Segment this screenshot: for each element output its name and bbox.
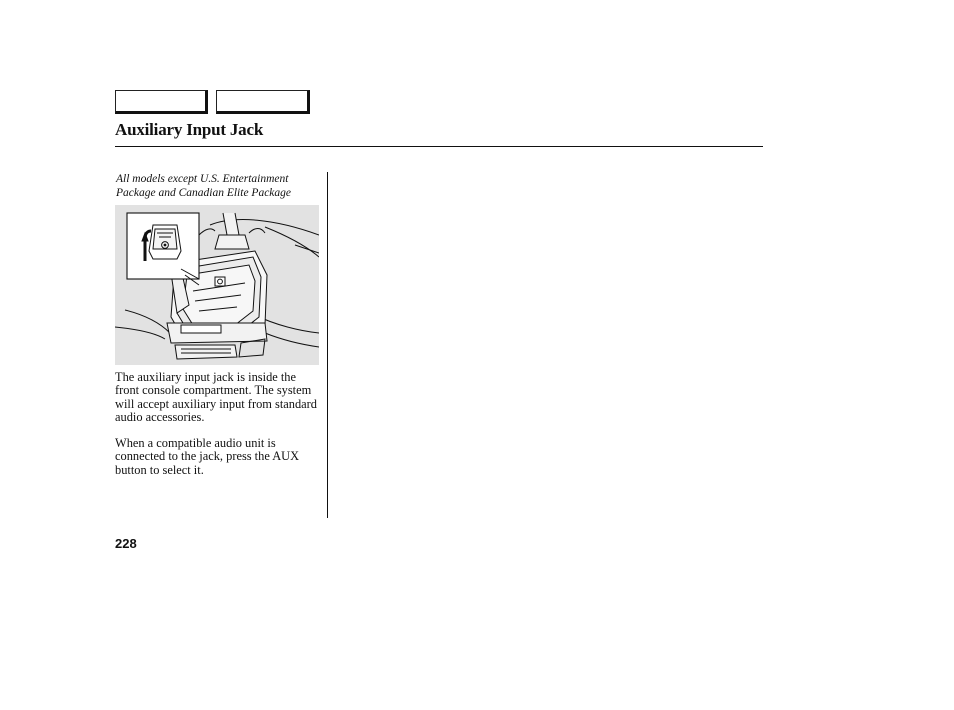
- column-divider: [327, 172, 328, 518]
- nav-button-previous[interactable]: [115, 90, 208, 114]
- console-compartment-illustration: [115, 205, 319, 365]
- model-applicability-note: All models except U.S. Entertainment Package and Canadian Elite Package: [116, 173, 292, 199]
- instruction-paragraph: When a compatible audio unit is connected to the jack, press the AUX button to select it.: [115, 436, 300, 477]
- nav-button-next[interactable]: [216, 90, 310, 114]
- title-divider: [115, 146, 763, 147]
- page-title: Auxiliary Input Jack: [115, 120, 264, 139]
- description-paragraph: The auxiliary input jack is inside the front console compartment. The system will accept auxiliary input from standard audio accessories.: [115, 370, 317, 425]
- page-number: 228: [115, 536, 137, 551]
